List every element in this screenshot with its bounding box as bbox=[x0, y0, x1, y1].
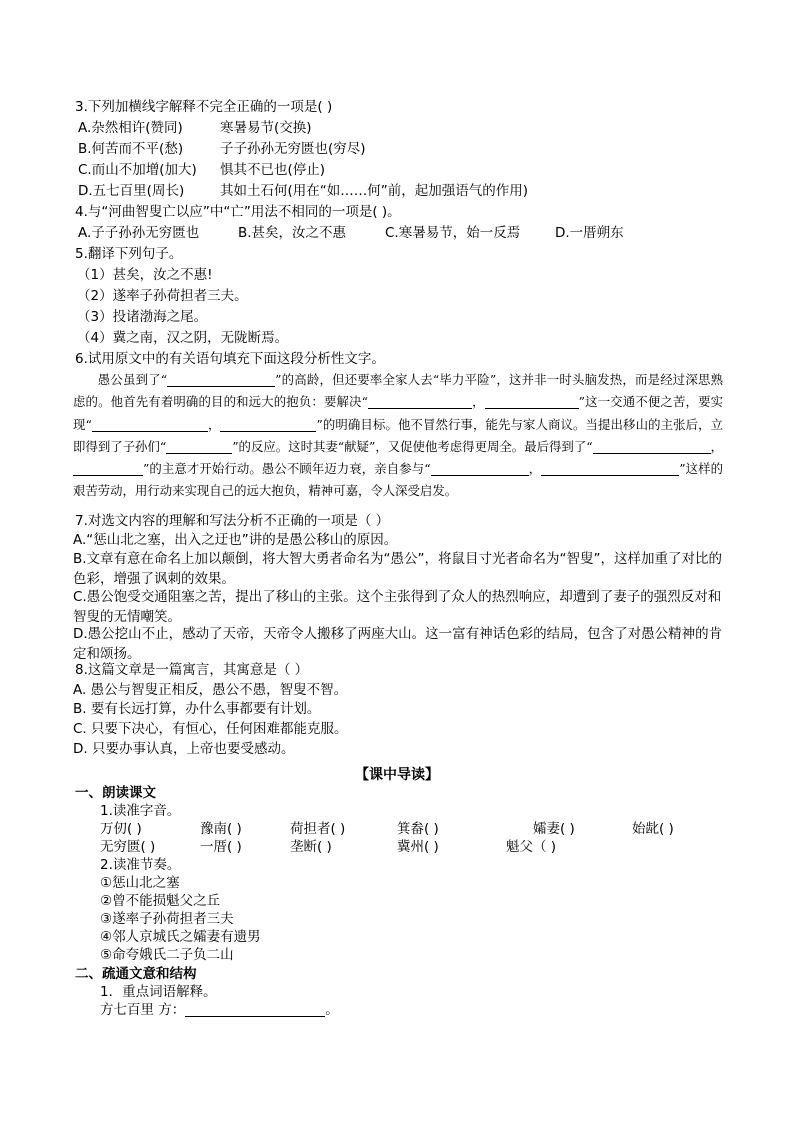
fill-blank[interactable] bbox=[167, 372, 275, 387]
pron-item: 豫南( ) bbox=[200, 821, 242, 837]
fill-blank[interactable] bbox=[166, 439, 232, 454]
q7-stem: 7.对选文内容的理解和写法分析不正确的一项是（ ） bbox=[75, 513, 390, 529]
pron-item: 始龀( ) bbox=[632, 821, 674, 837]
q5-item-2: （2）遂率子孙荷担者三夫。 bbox=[77, 288, 248, 304]
fill-blank[interactable] bbox=[431, 461, 529, 476]
q6-stem: 6.试用原文中的有关语句填充下面这段分析性文字。 bbox=[75, 351, 385, 367]
rhythm-item-1: ①惩山北之塞 bbox=[100, 875, 180, 891]
q4-stem: 4.与“河曲智叟亡以应”中“亡”用法不相同的一项是( )。 bbox=[75, 204, 401, 220]
fill-blank[interactable] bbox=[593, 439, 711, 454]
rhythm-item-4: ④邻人京城氏之孀妻有遗男 bbox=[100, 929, 261, 945]
pron-item: 荷担者( ) bbox=[290, 821, 346, 837]
pron-item: 万仞( ) bbox=[100, 821, 142, 837]
q8-stem: 8.这篇文章是一篇寓言，其寓意是（ ） bbox=[75, 662, 309, 678]
q5-item-4: （4）冀之南，汉之阴，无陇断焉。 bbox=[77, 330, 289, 346]
pron-item: 一厝( ) bbox=[200, 839, 242, 855]
subheading-pronunciation: 1.读准字音。 bbox=[100, 803, 181, 819]
fill-blank[interactable] bbox=[368, 394, 472, 409]
section-heading-read: 一、朗读课文 bbox=[75, 785, 156, 801]
q3-option-c: C.而山不加增(加大) 惧其不已也(停止) bbox=[78, 162, 326, 178]
q8-option-d: D. 只要办事认真，上帝也要受感动。 bbox=[73, 741, 295, 757]
pron-item: 垄断( ) bbox=[290, 839, 332, 855]
fill-blank[interactable] bbox=[541, 461, 679, 476]
q3-stem: 3.下列加横线字解释不完全正确的一项是( ) bbox=[75, 99, 333, 115]
section-title-guide: 【课中导读】 bbox=[355, 767, 439, 783]
q4-option-c: C.寒暑易节，始一反焉 bbox=[385, 225, 521, 241]
q7-option-b: B.文章有意在命名上加以颠倒，将大智大勇者命名为“愚公”，将鼠目寸光者命名为“智叟”，这样加重了对比的色彩，增强了讽刺的效果。 bbox=[73, 551, 723, 587]
subheading-word-explanation: 1．重点词语解释。 bbox=[100, 984, 217, 1000]
word-explanation-item: 方七百里 方： 。 bbox=[100, 1002, 339, 1018]
pron-item: 冀州( ) bbox=[397, 839, 439, 855]
pron-item: 孀妻( ) bbox=[533, 821, 575, 837]
q8-option-c: C. 只要下决心，有恒心，任何困难都能克服。 bbox=[73, 721, 348, 737]
q6-analysis-paragraph: 愚公虽到了“ ”的高龄，但还要率全家人去“毕力平险”，这并非一时头脑发热，而是经过深思熟虑的。他首先有着明确的目的和远大的抱负：要解决“ ， ”这一交通不便之苦，要实现“ ， ”的明确目标。他不冒然行事，能先与家人商议。当提出移山的主张后，立即得到了子孙们“ ”的反应。这时其妻“献疑”，又促使他考虑得更周全。最后得到了“ ，”的主意才开始行动。愚公不顾年迈力衰，亲自参与“ ， ”这样的艰苦劳动，用行动来实现自己的远大抱负，精神可嘉，令人深受启发。 bbox=[73, 372, 724, 499]
fill-blank[interactable] bbox=[92, 417, 208, 432]
fill-blank[interactable] bbox=[73, 461, 143, 476]
q3-option-d: D.五七百里(周长) 其如土石何(用在“如……何”前，起加强语气的作用) bbox=[78, 183, 529, 199]
q5-stem: 5.翻译下列句子。 bbox=[75, 246, 183, 262]
q4-option-d: D.一厝朔东 bbox=[555, 225, 624, 241]
fill-blank[interactable] bbox=[485, 394, 579, 409]
pron-item: 无穷匮( ) bbox=[100, 839, 156, 855]
pron-item: 魁父（ ) bbox=[506, 839, 557, 855]
q4-option-a: A.子子孙孙无穷匮也 bbox=[78, 225, 200, 241]
q3-option-b: B.何苦而不平(愁) 子子孙孙无穷匮也(穷尽) bbox=[78, 141, 366, 157]
section-heading-meaning: 二、疏通文意和结构 bbox=[75, 966, 197, 982]
fill-blank[interactable] bbox=[185, 1002, 325, 1017]
rhythm-item-3: ③遂率子孙荷担者三夫 bbox=[100, 911, 234, 927]
q4-options bbox=[78, 224, 624, 242]
q7-option-d: D.愚公挖山不止，感动了天帝，天帝令人搬移了两座大山。这一富有神话色彩的结局，包含了对愚公精神的肯定和颂扬。 bbox=[73, 626, 723, 662]
q5-item-3: （3）投诸渤海之尾。 bbox=[77, 309, 208, 325]
q5-item-1: （1）甚矣，汝之不惠! bbox=[77, 267, 213, 283]
rhythm-item-2: ②曾不能损魁父之丘 bbox=[100, 893, 221, 909]
q8-option-b: B. 要有长远打算，办什么事都要有计划。 bbox=[73, 701, 321, 717]
rhythm-item-5: ⑤命夸娥氏二子负二山 bbox=[100, 947, 234, 963]
q7-option-a: A.“惩山北之塞，出入之迂也”讲的是愚公移山的原因。 bbox=[73, 532, 398, 548]
fill-blank[interactable] bbox=[220, 417, 316, 432]
subheading-rhythm: 2.读准节奏。 bbox=[100, 857, 181, 873]
q8-option-a: A. 愚公与智叟正相反，愚公不愚，智叟不智。 bbox=[73, 682, 348, 698]
q4-option-b: B.甚矣，汝之不惠 bbox=[238, 225, 347, 241]
q7-option-c: C.愚公饱受交通阻塞之苦，提出了移山的主张。这个主张得到了众人的热烈响应，却遭到了妻子的强烈反对和智叟的无情嘲笑。 bbox=[73, 589, 722, 625]
q3-option-a: A.杂然相许(赞同) 寒暑易节(交换) bbox=[78, 120, 312, 136]
pron-item: 箕畚( ) bbox=[397, 821, 439, 837]
